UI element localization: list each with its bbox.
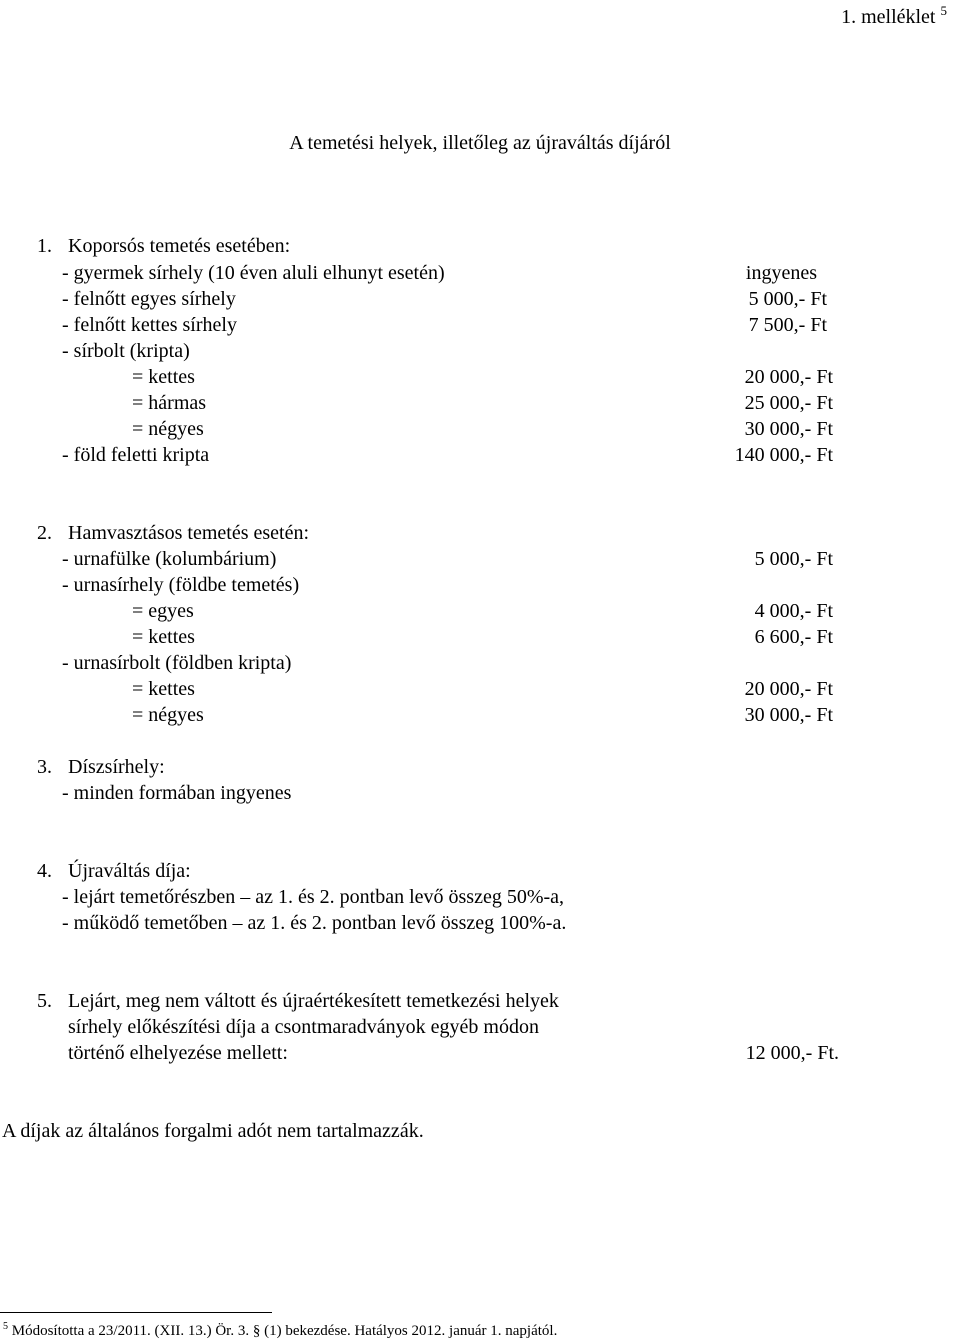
section1-heading-row bbox=[0, 233, 960, 259]
section4-number: 4. bbox=[37, 860, 52, 882]
section2-item-value: 6 600,- Ft bbox=[754, 626, 833, 648]
section1-item: = hármas 25 000,- Ft bbox=[132, 392, 833, 414]
section1-item: - felnőtt kettes sírhely 7 500,- Ft bbox=[62, 314, 827, 336]
section2-heading-row bbox=[0, 520, 960, 546]
section5-number: 5. bbox=[37, 990, 52, 1012]
vat-note: A díjak az általános forgalmi adót nem tartalmazzák. bbox=[2, 1120, 424, 1142]
page-title: A temetési helyek, illetőleg az újraváltás díjáról bbox=[289, 132, 671, 154]
section1-item-value: 7 500,- Ft bbox=[748, 314, 827, 336]
section5-line-row bbox=[0, 988, 960, 1014]
section1-item-value: 5 000,- Ft bbox=[748, 288, 827, 310]
section1-item: - föld feletti kripta 140 000,- Ft bbox=[62, 444, 833, 466]
section1-item: - felnőtt egyes sírhely 5 000,- Ft bbox=[62, 288, 827, 310]
footnote-divider bbox=[0, 1312, 272, 1313]
footnote-number: 5 bbox=[3, 1321, 8, 1332]
section1-number: 1. bbox=[37, 235, 52, 257]
section3-item: - minden formában ingyenes bbox=[62, 782, 292, 804]
annex-label: 1. melléklet $^5$ bbox=[841, 3, 947, 28]
section2-item: - urnasírbolt (földben kripta) bbox=[62, 652, 292, 674]
section1-item-value: 140 000,- Ft bbox=[734, 444, 833, 466]
section5-line-row bbox=[0, 1014, 960, 1040]
section4-item: - működő temetőben – az 1. és 2. pontban levő összeg 100%-a. bbox=[62, 912, 567, 934]
section5-line-row bbox=[0, 1040, 960, 1066]
section2-item-value: 20 000,- Ft bbox=[744, 678, 833, 700]
section5-text-line: sírhely előkészítési díja a csontmaradványok egyéb módon bbox=[68, 1016, 539, 1038]
annex-footnote-ref: 5 bbox=[940, 3, 947, 18]
section1-item-value: 25 000,- Ft bbox=[744, 392, 833, 414]
section2-item: - urnasírhely (földbe temetés) bbox=[62, 574, 300, 596]
section3-number: 3. bbox=[37, 756, 52, 778]
section1-heading: Koporsós temetés esetében: bbox=[68, 235, 291, 257]
section1-item: = négyes 30 000,- Ft bbox=[132, 418, 833, 440]
section2-heading: Hamvasztásos temetés esetén: bbox=[68, 522, 310, 544]
section5-value: 12 000,- Ft. bbox=[745, 1042, 839, 1064]
section1-item-value: ingyenes bbox=[745, 262, 817, 284]
section2-item-value: 4 000,- Ft bbox=[754, 600, 833, 622]
section1-item: = kettes 20 000,- Ft bbox=[132, 366, 833, 388]
section1-item: - sírbolt (kripta) bbox=[62, 340, 190, 362]
section2-item: - urnafülke (kolumbárium) 5 000,- Ft bbox=[62, 548, 833, 570]
section4-item: - lejárt temetőrészben – az 1. és 2. pontban levő összeg 50%-a, bbox=[62, 886, 565, 908]
section1-item-value: 30 000,- Ft bbox=[744, 418, 833, 440]
section1-item: - gyermek sírhely (10 éven aluli elhunyt esetén) ingyenes bbox=[62, 262, 817, 284]
section5-text-line: Lejárt, meg nem váltott és újraértékesített temetkezési helyek bbox=[68, 990, 559, 1012]
section1-item-value: 20 000,- Ft bbox=[744, 366, 833, 388]
section4-heading: Újraváltás díja: bbox=[68, 860, 191, 882]
section2-item-value: 30 000,- Ft bbox=[744, 704, 833, 726]
section3-heading: Díszsírhely: bbox=[68, 756, 165, 778]
section5-text-line: történő elhelyezése mellett: bbox=[68, 1042, 288, 1064]
footnote-text: Módosította a 23/2011. (XII. 13.) Ör. 3. § (1) bekezdése. Hatályos 2012. január 1. napjától. bbox=[11, 1323, 558, 1339]
section4-heading-row bbox=[0, 858, 960, 884]
section2-item: = négyes 30 000,- Ft bbox=[132, 704, 833, 726]
section2-number: 2. bbox=[37, 522, 52, 544]
section2-item: = egyes 4 000,- Ft bbox=[132, 600, 833, 622]
footnote bbox=[3, 1322, 557, 1340]
section2-item: = kettes 6 600,- Ft bbox=[132, 626, 833, 648]
section2-item-value: 5 000,- Ft bbox=[754, 548, 833, 570]
section3-heading-row bbox=[0, 754, 960, 780]
section2-item: = kettes 20 000,- Ft bbox=[132, 678, 833, 700]
